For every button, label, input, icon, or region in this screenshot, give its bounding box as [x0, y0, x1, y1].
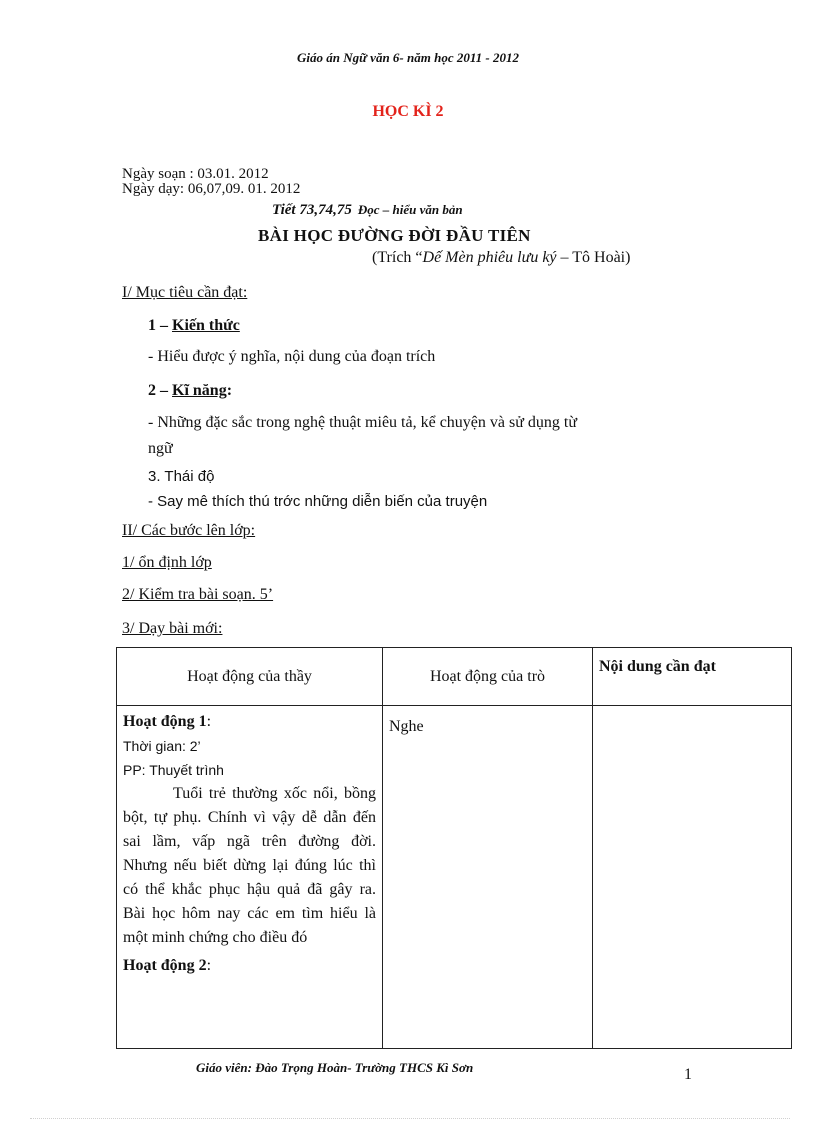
steps-heading-text: II/ Các bước lên lớp:: [122, 522, 256, 539]
skill-colon: :: [226, 382, 233, 399]
skill-num: 2 –: [148, 382, 172, 399]
activity-method: PP: Thuyết trình: [123, 762, 224, 778]
lesson-period-number: Tiết 73,74,75: [272, 202, 352, 218]
student-activity-cell: [383, 706, 593, 1049]
prep-date: Ngày soạn : 03.01. 2012: [122, 166, 269, 182]
activity1-label: Hoạt động 1: [123, 713, 207, 730]
lesson-plan-table: [116, 647, 792, 1049]
knowledge-heading: [148, 317, 240, 335]
skill-item-line2: ngữ: [148, 440, 173, 457]
header-content: Nội dung cần đạt: [593, 648, 792, 706]
attitude-heading: 3. Thái độ: [148, 468, 215, 485]
intro-paragraph: Tuổi trẻ thường xốc nổi, bồng bột, tự phụ. Chính vì vậy dễ dẫn đến sai lầm, vấp ngã trên đường đời. Nhưng nếu biết dừng lại đúng lúc thì có thể khắc phục hậu quả đã gây ra. Bài học hôm nay các em tìm hiểu là một minh chứng cho điều đó: [123, 785, 376, 946]
skill-heading: [148, 382, 232, 400]
objectives-heading: [122, 284, 247, 302]
knowledge-label: Kiến thức: [172, 317, 240, 334]
student-activity-text: Nghe: [389, 718, 424, 735]
activity1-colon: :: [206, 713, 212, 730]
activity2-heading: [123, 954, 376, 978]
step-3: 3/ Dạy bài mới:: [122, 620, 223, 637]
teacher-activity-cell: [117, 706, 383, 1049]
source-work: Dế Mèn phiêu lưu ký: [422, 249, 557, 266]
teach-date: Ngày dạy: 06,07,09. 01. 2012: [122, 181, 301, 197]
source-suffix: – Tô Hoài): [556, 249, 631, 266]
semester-title: HỌC KÌ 2: [372, 103, 444, 120]
activity1-heading: [123, 710, 376, 734]
activity-time: Thời gian: 2’: [123, 738, 201, 754]
page-header: Giáo án Ngữ văn 6- năm học 2011 - 2012: [297, 50, 519, 65]
lesson-type: Đọc – hiểu văn bản: [357, 202, 463, 217]
step-2: 2/ Kiểm tra bài soạn. 5’: [122, 586, 274, 603]
header-student-activity: Hoạt động của trò: [383, 648, 593, 706]
header-teacher-activity: Hoạt động của thầy: [117, 648, 383, 706]
table-row: [117, 706, 792, 1049]
lesson-title: BÀI HỌC ĐƯỜNG ĐỜI ĐẦU TIÊN: [258, 226, 531, 245]
page-number: 1: [684, 1066, 692, 1083]
content-cell: [593, 706, 792, 1049]
skill-item-line1: - Những đặc sắc trong nghệ thuật miêu tả, kể chuyện và sử dụng từ: [148, 414, 578, 431]
attitude-item: - Say mê thích thú trớc những diễn biến của truyện: [148, 493, 488, 510]
lesson-source: [372, 249, 630, 267]
knowledge-item: - Hiểu được ý nghĩa, nội dung của đoạn trích: [148, 348, 436, 365]
page-footer: Giáo viên: Đào Trọng Hoàn- Trường THCS Kì Sơn: [196, 1060, 474, 1075]
lesson-period: [272, 202, 463, 219]
knowledge-num: 1 –: [148, 317, 172, 334]
activity2-colon: :: [206, 957, 212, 974]
step-1: 1/ ổn định lớp: [122, 554, 212, 571]
source-prefix: (Trích “: [372, 249, 423, 266]
page-divider: [30, 1118, 790, 1119]
activity2-label: Hoạt động 2: [123, 957, 207, 974]
table-header-row: [117, 648, 792, 706]
objectives-heading-text: I/ Mục tiêu cần đạt:: [122, 284, 248, 301]
skill-label: Kĩ năng: [172, 382, 227, 399]
steps-heading: [122, 522, 255, 540]
